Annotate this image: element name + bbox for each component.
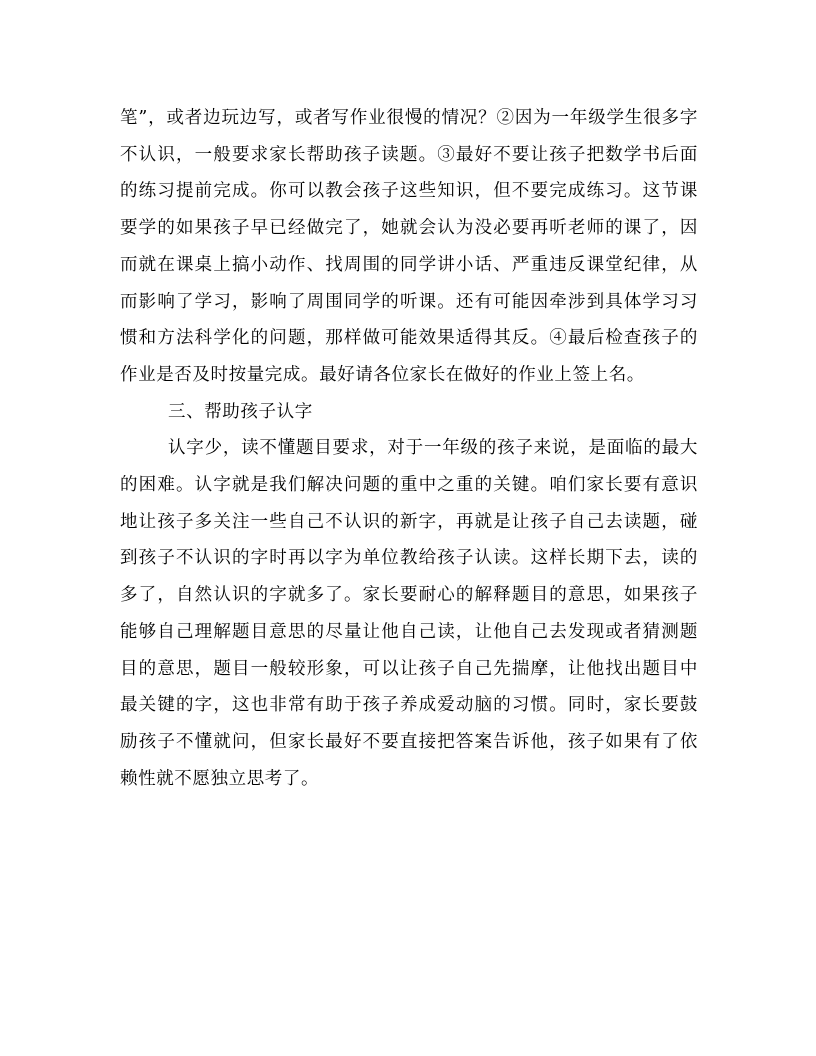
paragraph-homework-tips: 笔”，或者边玩边写，或者写作业很慢的情况？②因为一年级学生很多字不认识，一般要求家长帮助孩子读题。③最好不要让孩子把数学书后面的练习提前完成。你可以教会孩子这些知识，但不要完成练习。这节课要学的如果孩子早已经做完了，她就会认为没必要再听老师的课了，因而就在课桌上搞小动作、找周围的同学讲小话、严重违反课堂纪律，从而影响了学习，影响了周围同学的听课。还有可能因牵涉到具体学习习惯和方法科学化的问题，那样做可能效果适得其反。④最后检查孩子的作业是否及时按量完成。最好请各位家长在做好的作业上签上名。 [120,108,698,385]
document-body [120,100,698,797]
paragraph-learn-characters: 认字少，读不懂题目要求，对于一年级的孩子来说，是面临的最大的困难。认字就是我们解决问题的重中之重的关键。咱们家长要有意识地让孩子多关注一些自己不认识的新字，再就是让孩子自己去读题，碰到孩子不认识的字时再以字为单位教给孩子认读。这样长期下去，读的多了，自然认识的字就多了。家长要耐心的解释题目的意思，如果孩子能够自己理解题目意思的尽量让他自己读，让他自己去发现或者猜测题目的意思，题目一般较形象，可以让孩子自己先揣摩，让他找出题目中最关键的字，这也非常有助于孩子养成爱动脑的习惯。同时，家长要鼓励孩子不懂就问，但家长最好不要直接把答案告诉他，孩子如果有了依赖性就不愿独立思考了。 [120,438,698,789]
section-heading: 三、帮助孩子认字 [168,401,313,422]
